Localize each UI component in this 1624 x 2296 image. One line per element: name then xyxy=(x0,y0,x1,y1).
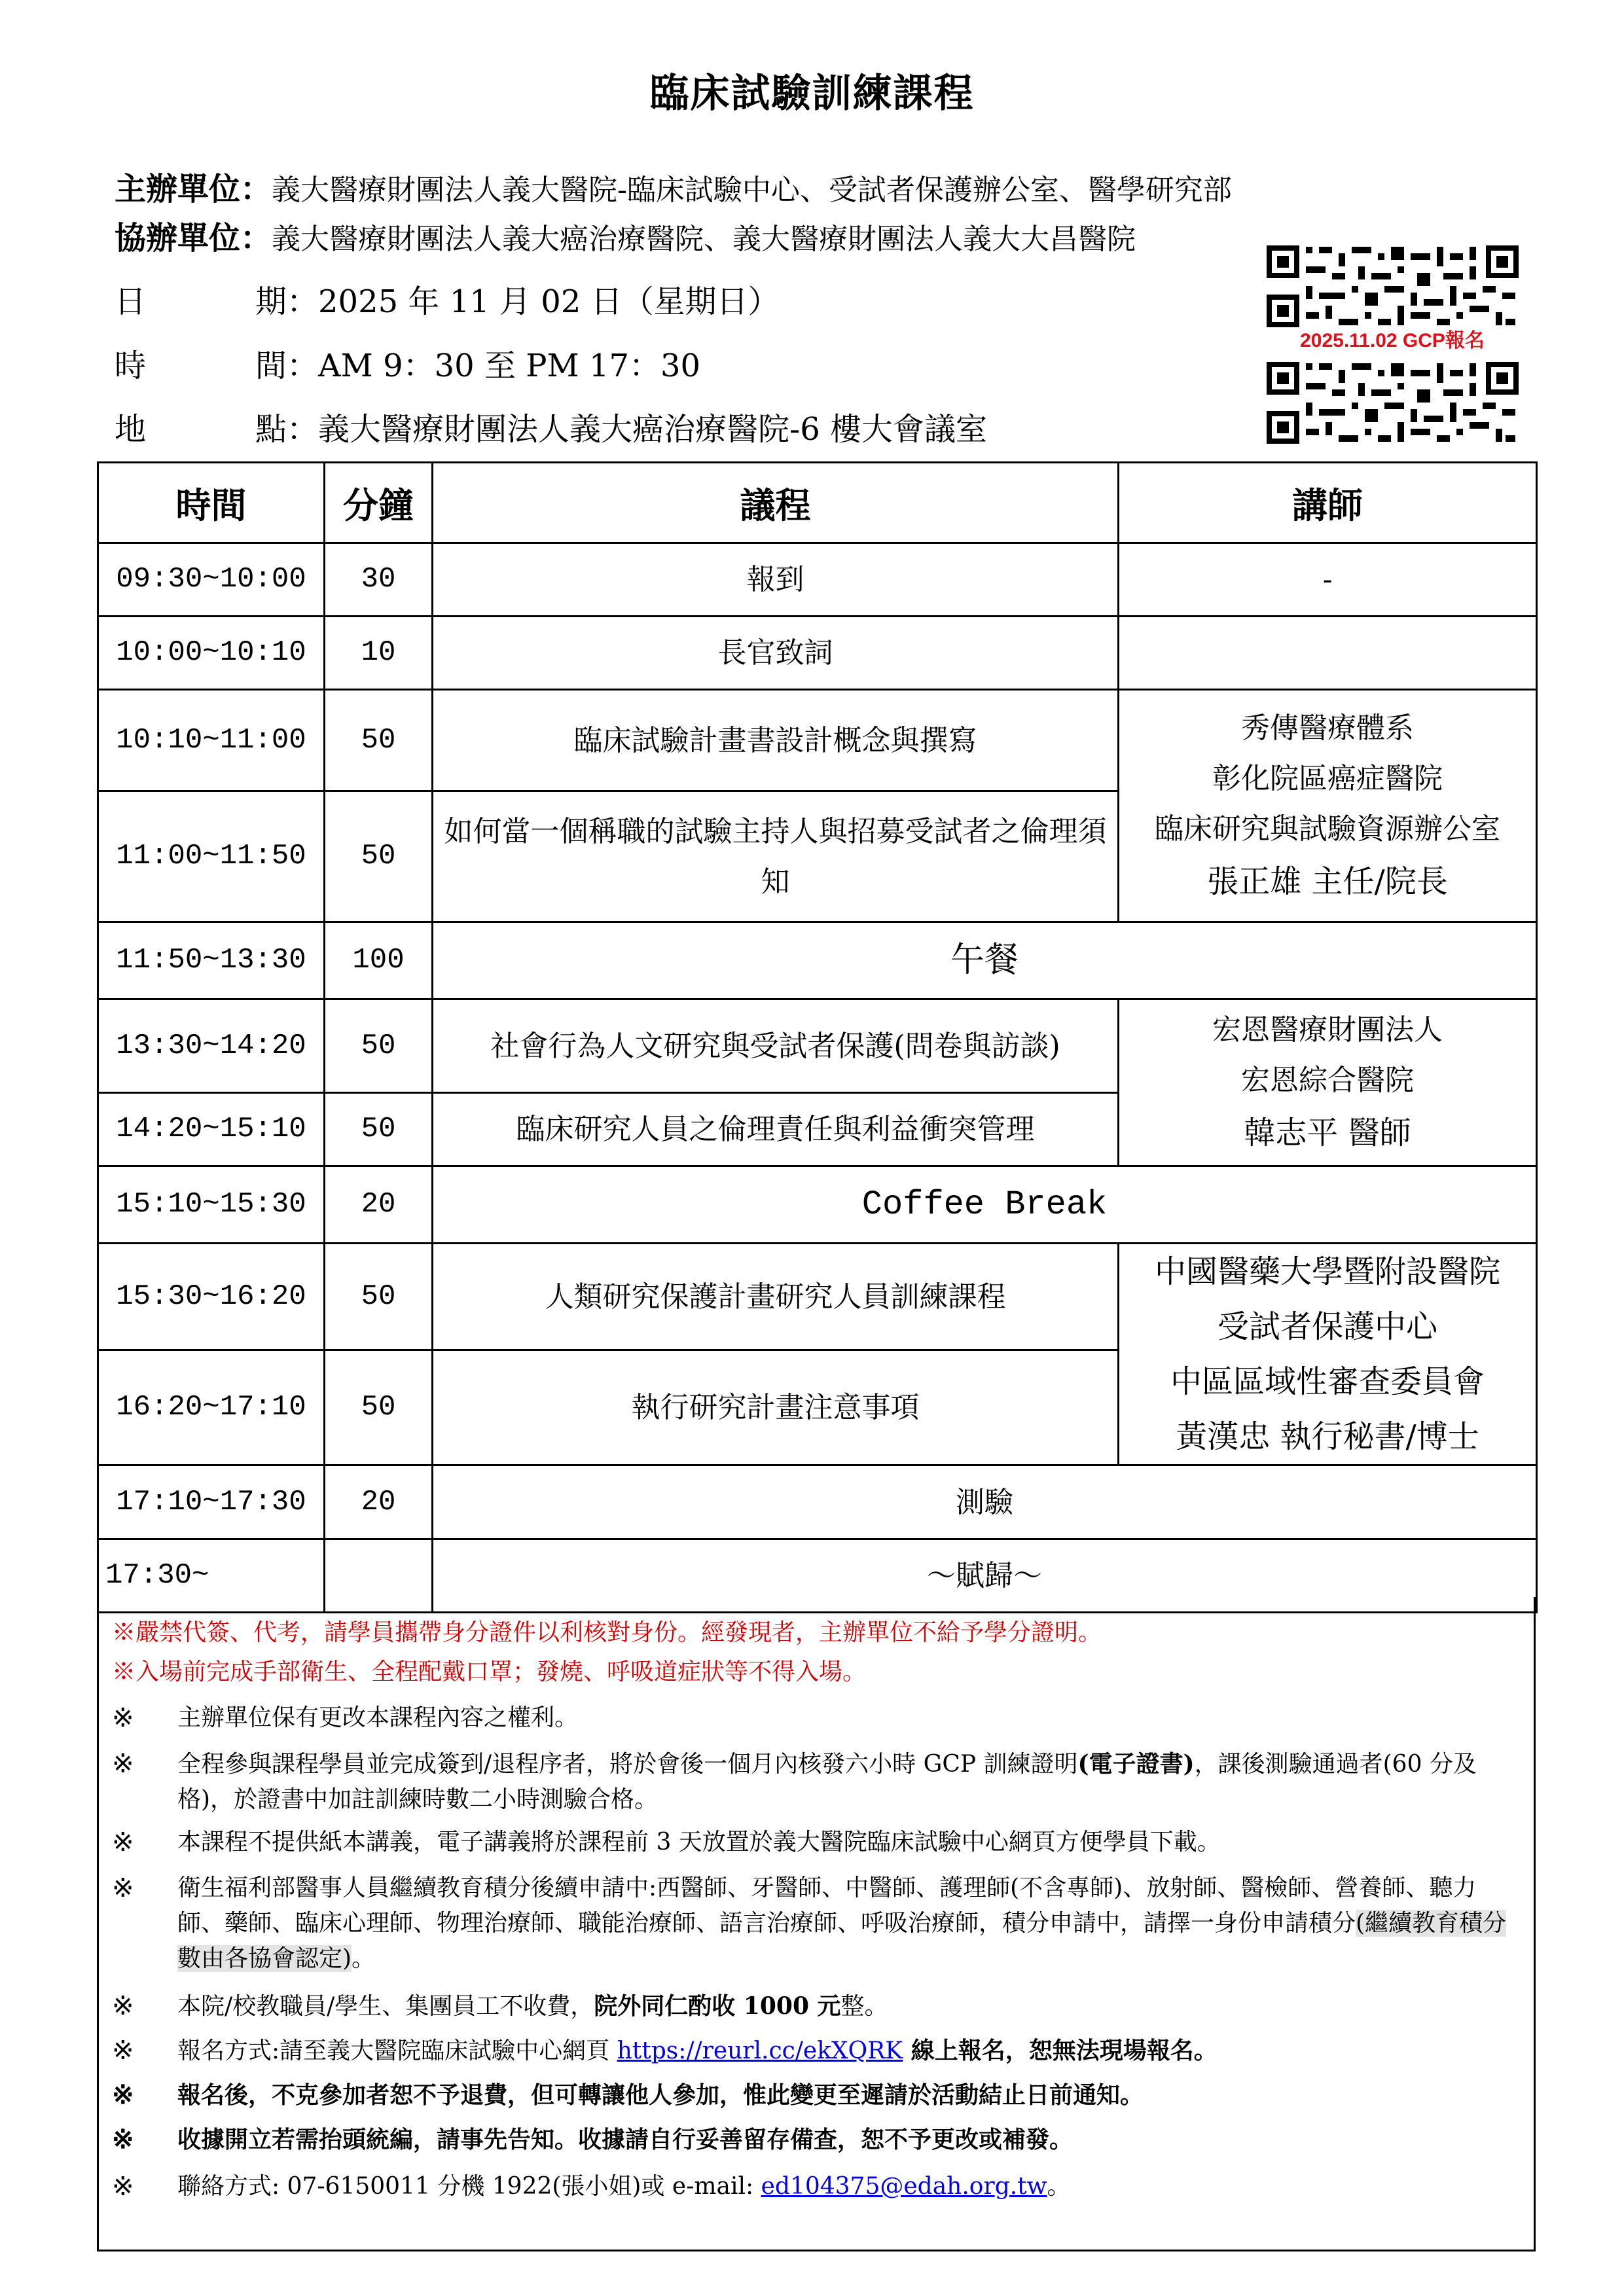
row-time: 09:30~10:00 xyxy=(98,543,325,617)
row-minutes: 100 xyxy=(325,922,433,999)
row-minutes: 30 xyxy=(325,543,433,617)
header-agenda: 議程 xyxy=(433,463,1119,543)
note-mark: ※ xyxy=(112,1991,134,2021)
row-minutes: 50 xyxy=(325,999,433,1093)
row-time: 17:10~17:30 xyxy=(98,1465,325,1539)
row-time: 15:30~16:20 xyxy=(98,1244,325,1350)
date-line xyxy=(115,276,780,321)
row-minutes: 50 xyxy=(325,1244,433,1350)
note-mark: ※ xyxy=(112,1749,134,1779)
note-text-part: 聯絡方式: 07-6150011 分機 1922(張小姐)或 e-mail: xyxy=(177,2173,761,2200)
speaker2-line3: 韓志平 醫師 xyxy=(1244,1115,1411,1151)
speaker3-line1: 中國醫藥大學暨附設醫院 xyxy=(1154,1253,1500,1290)
header-time: 時間 xyxy=(98,463,325,543)
registration-link[interactable]: https://reurl.cc/ekXQRK xyxy=(617,2037,903,2064)
row-topic: 臨床研究人員之倫理責任與利益衝突管理 xyxy=(433,1093,1119,1166)
row-topic: 長官致詞 xyxy=(433,617,1119,690)
note-text xyxy=(177,1988,1513,2024)
speaker2-line2: 宏恩綜合醫院 xyxy=(1241,1064,1414,1097)
note-text: 收據開立若需抬頭統編，請事先告知。收據請自行妥善留存備查，恕不予更改或補發。 xyxy=(177,2126,1074,2153)
speaker3-line2: 受試者保護中心 xyxy=(1217,1308,1437,1345)
table-row xyxy=(98,1166,1537,1244)
row-minutes: 50 xyxy=(325,791,433,922)
note-text xyxy=(177,2169,1513,2204)
place-value: 義大醫療財團法人義大癌治療醫院-6 樓大會議室 xyxy=(318,411,988,448)
note-mark: ※ xyxy=(112,2036,134,2066)
note-text: 主辦單位保有更改本課程內容之權利。 xyxy=(177,1704,579,1731)
row-topic: 午餐 xyxy=(433,922,1537,999)
time-label-a: 時 xyxy=(115,348,147,384)
date-label-b: 期： xyxy=(255,283,319,320)
row-time: 11:50~13:30 xyxy=(98,922,325,999)
time-label-b: 間： xyxy=(255,348,319,384)
speaker-cell-2 xyxy=(1119,999,1537,1166)
speaker1-line3: 臨床研究與試驗資源辦公室 xyxy=(1155,812,1500,846)
table-row xyxy=(98,543,1537,617)
row-topic: 執行研究計畫注意事項 xyxy=(433,1350,1119,1465)
table-row xyxy=(98,690,1537,791)
organizer-value: 義大醫療財團法人義大醫院-臨床試驗中心、受試者保護辦公室、醫學研究部 xyxy=(272,173,1232,207)
speaker-cell-3 xyxy=(1119,1244,1537,1465)
table-header-row xyxy=(98,463,1537,543)
note-mark: ※ xyxy=(112,1873,134,1903)
speaker2-line1: 宏恩醫療財團法人 xyxy=(1212,1013,1443,1047)
date-value: 2025 年 11 月 02 日（星期日） xyxy=(318,283,780,320)
row-minutes: 20 xyxy=(325,1465,433,1539)
note-text-part: 全程參與課程學員並完成簽到/退程序者，將於會後一個月內核發六小時 GCP 訓練證明 xyxy=(177,1751,1078,1778)
row-time: 10:00~10:10 xyxy=(98,617,325,690)
notes-box xyxy=(97,1597,1536,2251)
note-text xyxy=(177,1871,1513,1977)
row-topic: 社會行為人文研究與受試者保護(問卷與訪談) xyxy=(433,999,1119,1093)
speaker1-line2: 彰化院區癌症醫院 xyxy=(1212,761,1443,795)
note-mark: ※ xyxy=(112,1827,134,1857)
note-text-part: 報名方式:請至義大醫院臨床試驗中心網頁 xyxy=(177,2037,617,2064)
table-row xyxy=(98,1244,1537,1350)
note-text: 報名後，不克參加者恕不予退費，但可轉讓他人參加，惟此變更至遲請於活動結止日前通知。 xyxy=(177,2081,1144,2109)
row-time: 14:20~15:10 xyxy=(98,1093,325,1166)
table-row xyxy=(98,922,1537,999)
table-row xyxy=(98,617,1537,690)
page-title: 臨床試驗訓練課程 xyxy=(649,71,975,117)
note-text-highlight: (繼續教育積分數由各協會認定) xyxy=(177,1910,1507,1972)
organizer-line xyxy=(115,164,1232,209)
row-speaker: - xyxy=(1119,543,1537,617)
row-time: 10:10~11:00 xyxy=(98,690,325,791)
place-line xyxy=(115,404,987,449)
note-mark: ※ xyxy=(112,2172,134,2202)
row-topic: 測驗 xyxy=(433,1465,1537,1539)
row-speaker xyxy=(1119,617,1537,690)
date-label-a: 日 xyxy=(115,283,147,320)
note-text-part: ，課後測驗通過者(60 分及格)，於證書中加註訓練時數二小時測驗合格。 xyxy=(177,1751,1477,1813)
note-text-bold: 院外同仁酌收 1000 元 xyxy=(594,1992,841,2020)
note-text-part: 。 xyxy=(1047,2173,1071,2200)
row-topic: 臨床試驗計畫書設計概念與撰寫 xyxy=(433,690,1119,791)
co-organizer-value: 義大醫療財團法人義大癌治療醫院、義大醫療財團法人義大大昌醫院 xyxy=(272,223,1136,256)
qr-code-icon xyxy=(1267,245,1519,445)
speaker-cell-1 xyxy=(1119,690,1537,922)
row-time: 11:00~11:50 xyxy=(98,791,325,922)
row-topic: Coffee Break xyxy=(433,1166,1537,1244)
row-topic: 人類研究保護計畫研究人員訓練課程 xyxy=(433,1244,1119,1350)
schedule-table xyxy=(97,461,1538,1613)
note-text-part: 。 xyxy=(352,1945,376,1972)
note-mark: ※ xyxy=(112,2124,134,2155)
speaker3-line3: 中區區域性審查委員會 xyxy=(1170,1363,1485,1400)
place-label-b: 點： xyxy=(255,411,319,448)
co-organizer-label: 協辦單位： xyxy=(115,220,272,257)
row-minutes: 50 xyxy=(325,1350,433,1465)
table-row xyxy=(98,1465,1537,1539)
row-minutes: 50 xyxy=(325,1093,433,1166)
place-label-a: 地 xyxy=(115,411,147,448)
note-text: 本課程不提供紙本講義，電子講義將於課程前 3 天放置於義大醫院臨床試驗中心網頁方便學員下載。 xyxy=(177,1829,1221,1856)
note-text-part: 衛生福利部醫事人員繼續教育積分後續申請中:西醫師、牙醫師、中醫師、護理師(不含專師)、放射師、醫檢師、營養師、聽力師、藥師、臨床心理師、物理治療師、職能治療師、語言治療師、呼吸治療師，積分申請中，請擇一身份申請積分 xyxy=(177,1874,1477,1937)
table-row xyxy=(98,999,1537,1093)
time-value: AM 9：30 至 PM 17：30 xyxy=(318,348,701,384)
row-topic: ～賦歸～ xyxy=(433,1539,1537,1613)
header-minutes: 分鐘 xyxy=(325,463,433,543)
note-mark: ※ xyxy=(112,1703,134,1733)
note-text-part: 整。 xyxy=(840,1993,888,2020)
row-topic: 報到 xyxy=(433,543,1119,617)
row-minutes: 20 xyxy=(325,1166,433,1244)
row-time: 17:30~ xyxy=(98,1539,325,1613)
email-link[interactable]: ed104375@edah.org.tw xyxy=(761,2173,1047,2200)
note-text xyxy=(177,1746,1513,1818)
warning-note-1: ※嚴禁代簽、代考，請學員攜帶身分證件以利核對身份。經發現者，主辦單位不給予學分證明。 xyxy=(112,1619,1102,1646)
speaker1-line1: 秀傳醫療體系 xyxy=(1241,711,1414,745)
row-time: 16:20~17:10 xyxy=(98,1350,325,1465)
time-line xyxy=(115,340,700,386)
organizer-label: 主辦單位： xyxy=(115,171,272,207)
row-minutes: 50 xyxy=(325,690,433,791)
row-time: 13:30~14:20 xyxy=(98,999,325,1093)
note-mark: ※ xyxy=(112,2079,134,2110)
speaker1-line4: 張正雄 主任/院長 xyxy=(1207,863,1448,900)
qr-code-block[interactable] xyxy=(1267,245,1519,445)
qr-caption: 2025.11.02 GCP報名 xyxy=(1300,330,1485,351)
note-text-bold: 線上報名，恕無法現場報名。 xyxy=(903,2037,1218,2064)
note-text-bold: (電子證書) xyxy=(1077,1750,1195,1778)
co-organizer-line xyxy=(115,213,1136,258)
row-minutes: 10 xyxy=(325,617,433,690)
note-text xyxy=(177,2033,1513,2069)
row-topic: 如何當一個稱職的試驗主持人與招募受試者之倫理須知 xyxy=(433,791,1119,922)
warning-note-2: ※入場前完成手部衛生、全程配戴口罩；發燒、呼吸道症狀等不得入場。 xyxy=(112,1659,867,1685)
row-time: 15:10~15:30 xyxy=(98,1166,325,1244)
speaker3-line4: 黃漢忠 執行秘書/博士 xyxy=(1176,1418,1479,1455)
header-speaker: 講師 xyxy=(1119,463,1537,543)
note-text-part: 本院/校教職員/學生、集團員工不收費， xyxy=(177,1993,594,2020)
